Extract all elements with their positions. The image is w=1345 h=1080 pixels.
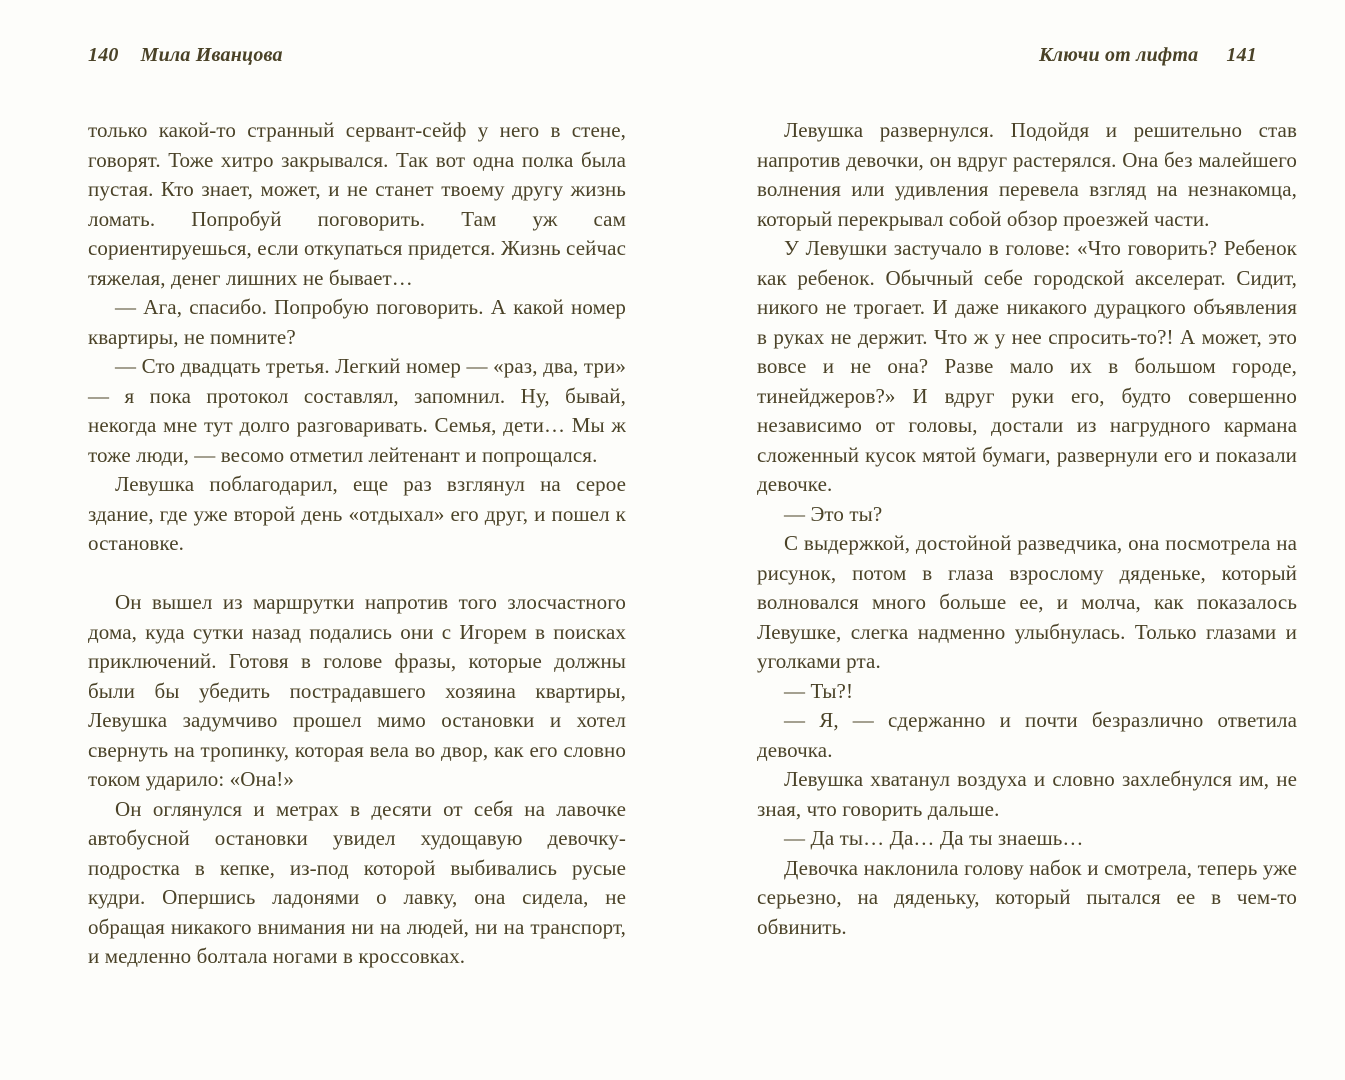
paragraph: — Я, — сдержанно и почти безразлично ответила девочка. bbox=[757, 708, 1297, 762]
right-running-title: Ключи от лифта bbox=[1038, 44, 1199, 66]
page-left bbox=[88, 0, 626, 1080]
paragraph: — Это ты? bbox=[784, 501, 883, 526]
paragraph: Левушка развернулся. Подойдя и решительно став напротив девочки, он вдруг растерялся. Она без малейшего волнения или удивления перевела взгляд на незнакомца, который перекрывал собой обзор проезжей части. bbox=[757, 118, 1297, 231]
paragraph: — Сто двадцать третья. Легкий номер — «раз, два, три» — я пока протокол составлял, запомнил. Ну, бывай, некогда мне тут долго разговаривать. Семья, дети… Мы ж тоже люди, — весомо отметил лейтенант и попрощался. bbox=[88, 354, 626, 467]
left-running-title: Мила Иванцова bbox=[140, 44, 283, 66]
paragraph: Левушка хватанул воздуха и словно захлебнулся им, не зная, что говорить дальше. bbox=[757, 767, 1297, 821]
paragraph: Он вышел из маршрутки напротив того злосчастного дома, куда сутки назад подались они с Игорем в поисках приключений. Готовя в голове фразы, которые должны были бы убедить пострадавшего хозяина квартиры, Левушка задумчиво прошел мимо остановки и хотел свернуть на тропинку, которая вела во двор, как его словно током ударило: «Она!» bbox=[88, 590, 626, 791]
paragraph: — Да ты… Да… Да ты знаешь… bbox=[784, 826, 1084, 850]
paragraph: — Ты?! bbox=[784, 678, 854, 703]
right-running-head bbox=[757, 44, 1297, 67]
left-running-head bbox=[88, 44, 626, 67]
paragraph: только какой-то странный сервант-сейф у него в стене, говорят. Тоже хитро закрывался. Так вот одна полка была пустая. Кто знает, может, и не станет твоему другу жизнь ломать. Попробуй поговорить. Там уж сам сориентируешься, если откупаться придется. Жизнь сейчас тяжелая, денег лишних не бывает… bbox=[88, 118, 626, 290]
paragraph: Левушка поблагодарил, еще раз взглянул на серое здание, где уже второй день «отдыхал» его друг, и пошел к остановке. bbox=[88, 472, 626, 555]
right-page-number: 141 bbox=[1226, 44, 1257, 66]
right-body-text bbox=[757, 116, 1297, 942]
left-body-text bbox=[88, 116, 626, 972]
left-page-number: 140 bbox=[88, 44, 119, 66]
paragraph: У Левушки застучало в голове: «Что говорить? Ребенок как ребенок. Обычный себе городской акселерат. Сидит, никого не трогает. И даже никакого дурацкого объявления в руках не держит. Что ж у нее спросить-то?! А может, это вовсе и не она? Разве мало их в большом городе, тинейджеров?» И вдруг руки его, будто совершенно независимо от головы, достали из нагрудного кармана сложенный кусок мятой бумаги, развернули его и показали девочке. bbox=[757, 236, 1297, 496]
paragraph: — Ага, спасибо. Попробую поговорить. А какой номер квартиры, не помните? bbox=[88, 295, 626, 349]
paragraph: С выдержкой, достойной разведчика, она посмотрела на рисунок, потом в глаза взрослому дяденьке, который волновался много больше ее, и молча, как показалось Левушке, слегка надменно улыбнулась. Только глазами и уголками рта. bbox=[757, 531, 1297, 673]
paragraph: Он оглянулся и метрах в десяти от себя на лавочке автобусной остановки увидел худощавую девочку-подростка в кепке, из-под которой выбивались русые кудри. Опершись ладонями о лавку, она сидела, не обращая никакого внимания ни на людей, ни на транспорт, и медленно болтала ногами в кроссовках. bbox=[88, 796, 626, 968]
paragraph: Девочка наклонила голову набок и смотрела, теперь уже серьезно, на дяденьку, который пытался ее в чем-то обвинить. bbox=[757, 855, 1297, 939]
page-right bbox=[757, 0, 1297, 1080]
